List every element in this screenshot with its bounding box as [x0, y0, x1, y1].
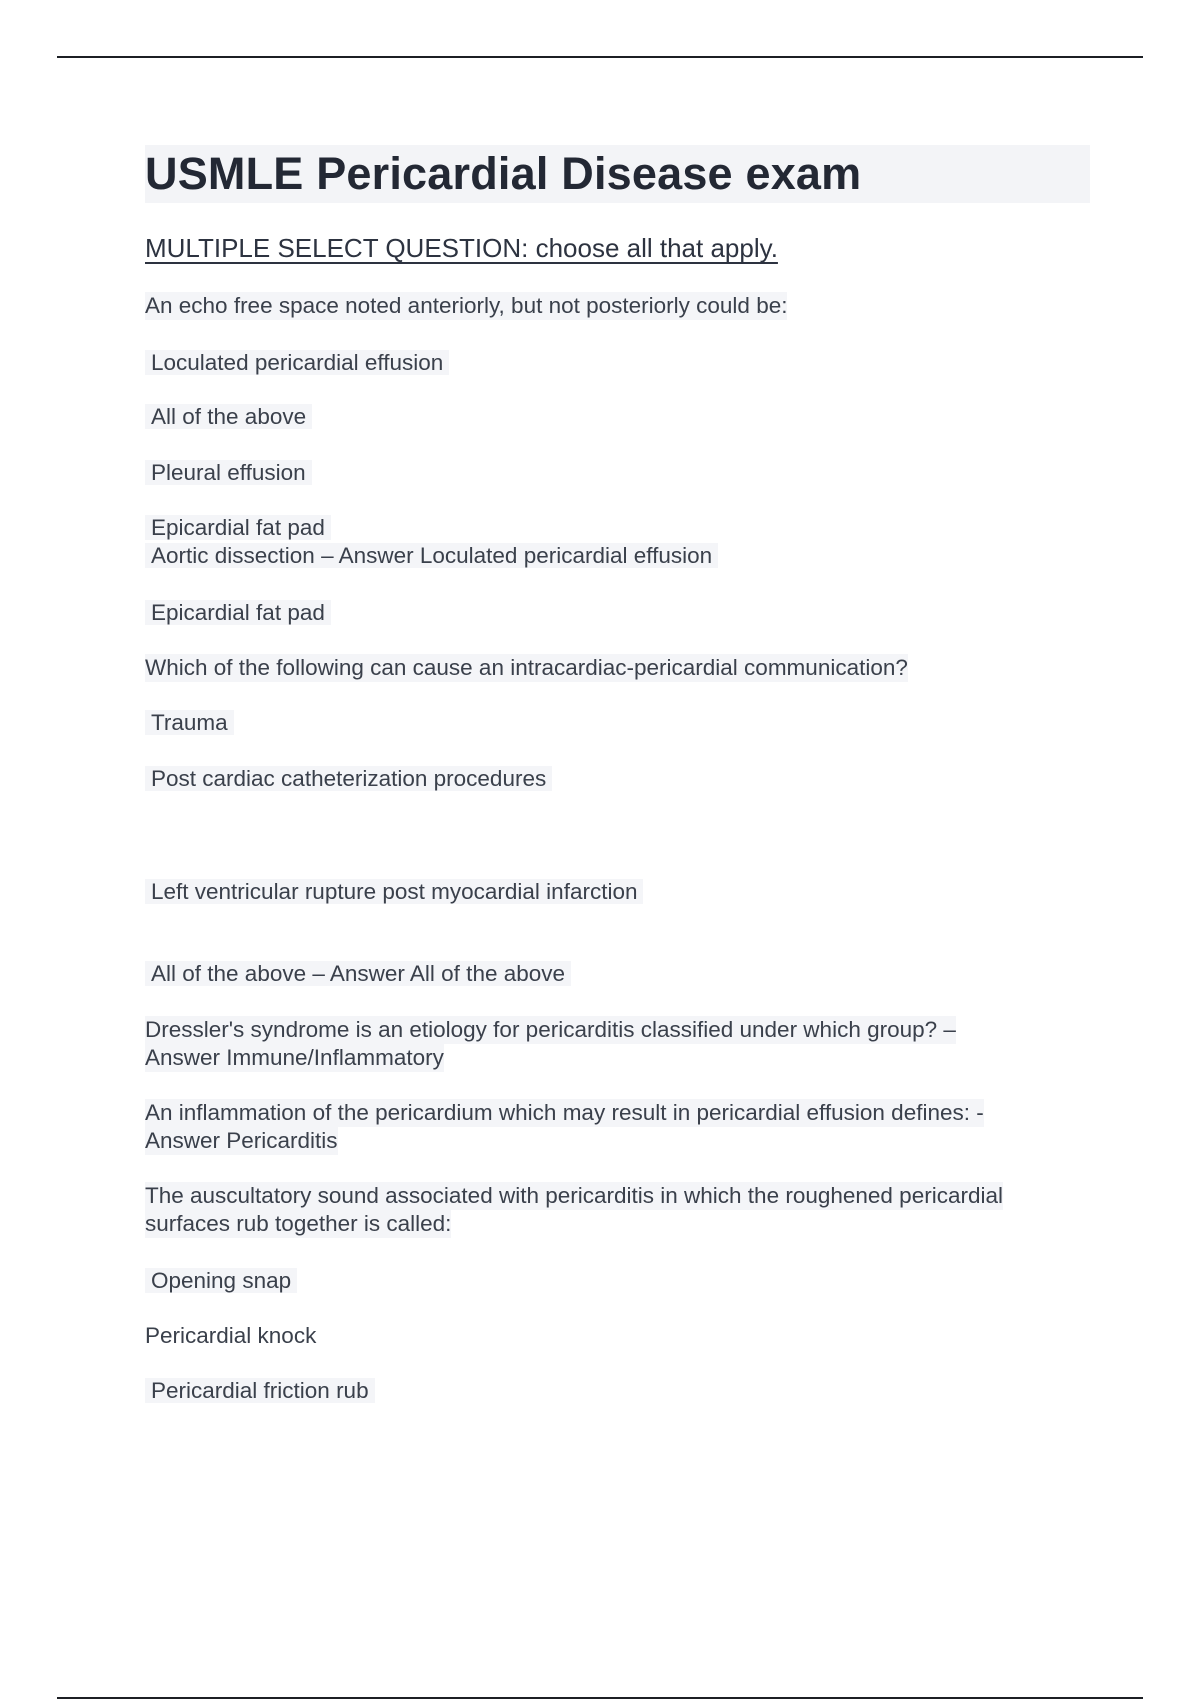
- question-2-text: Which of the following can cause an intracardiac-pericardial communication?: [145, 655, 908, 680]
- question-1-option: Epicardial fat pad: [145, 599, 331, 627]
- question-1-option: Loculated pericardial effusion: [145, 349, 449, 377]
- question-5-option: Opening snap: [145, 1267, 297, 1295]
- question-2-option: Post cardiac catheterization procedures: [145, 765, 552, 793]
- question-1-option: All of the above: [145, 403, 312, 431]
- question-5-option: Pericardial knock: [145, 1323, 317, 1348]
- title-block: [145, 145, 1090, 203]
- section-label: MULTIPLE SELECT QUESTION: choose all that apply.: [145, 233, 778, 263]
- question-4-text: An inflammation of the pericardium which may result in pericardial effusion defines: - Answer Pericarditis: [145, 1100, 984, 1153]
- footer-rule: [57, 1697, 1143, 1699]
- question-1-option: Epicardial fat pad: [145, 514, 331, 542]
- page-title: USMLE Pericardial Disease exam: [145, 148, 862, 199]
- question-5-option: Pericardial friction rub: [145, 1377, 375, 1405]
- question-1-answer: Aortic dissection – Answer Loculated pericardial effusion: [145, 542, 718, 570]
- question-3-text: Dressler's syndrome is an etiology for pericarditis classified under which group? – Answer Immune/Inflammatory: [145, 1017, 956, 1070]
- question-5-text: The auscultatory sound associated with pericarditis in which the roughened pericardial surfaces rub together is called:: [145, 1183, 1003, 1236]
- question-2-answer: All of the above – Answer All of the above: [145, 960, 571, 988]
- page-content: [145, 145, 1090, 1403]
- question-2-option: Trauma: [145, 709, 234, 737]
- question-1-text: An echo free space noted anteriorly, but not posteriorly could be:: [145, 293, 788, 318]
- header-rule: [57, 56, 1143, 58]
- question-1-option: Pleural effusion: [145, 459, 312, 487]
- question-2-option: Left ventricular rupture post myocardial infarction: [145, 878, 643, 906]
